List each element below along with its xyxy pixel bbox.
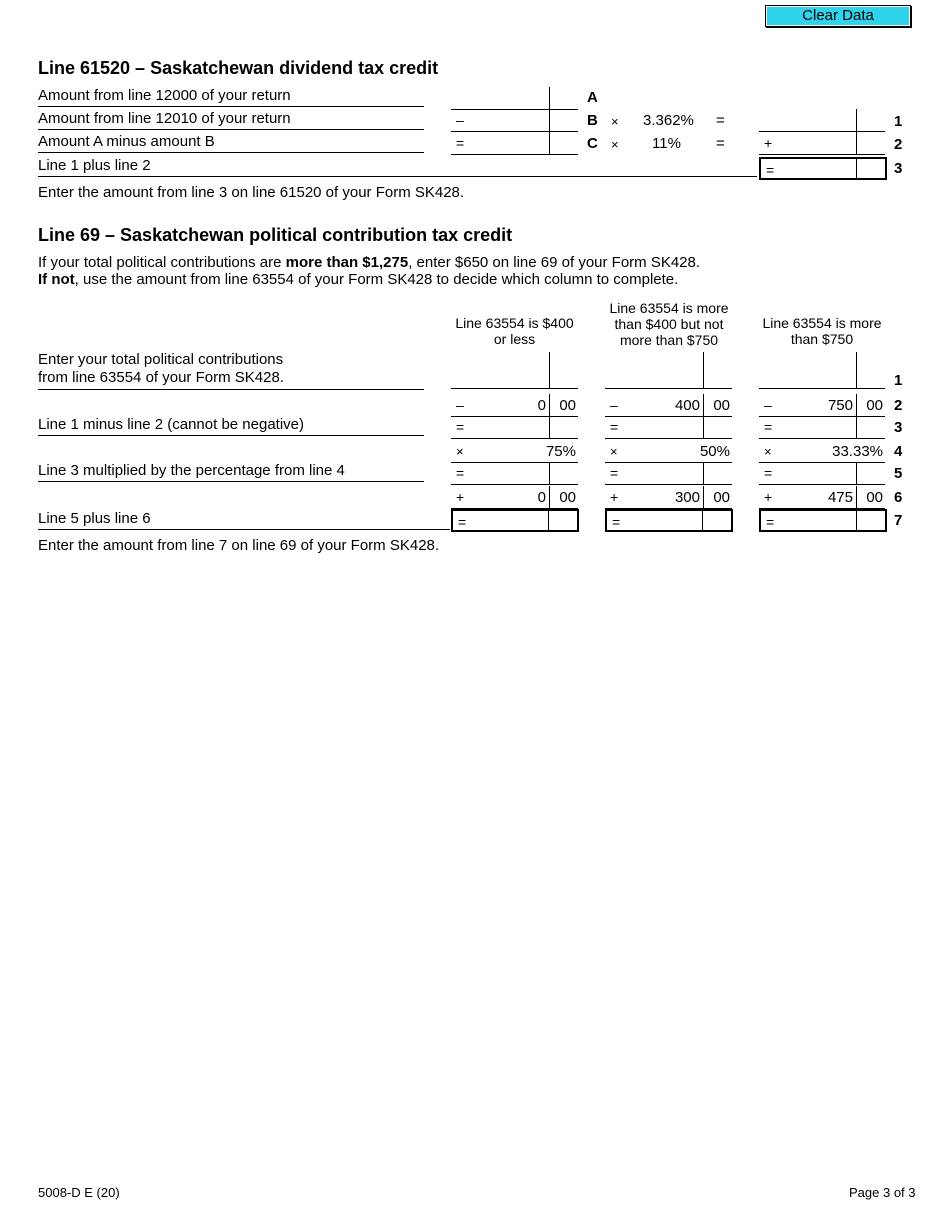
section-title-69: Line 69 – Saskatchewan political contribution tax credit	[38, 225, 513, 245]
row5-underline	[38, 481, 424, 482]
section-title-61520: Line 61520 – Saskatchewan dividend tax credit	[38, 58, 439, 78]
col1-line1-field[interactable]	[451, 352, 578, 389]
col3-line5-field[interactable]: =	[759, 462, 885, 485]
row1-label-a: Enter your total political contributions	[38, 351, 284, 368]
row1-label-b: from line 63554 of your Form SK428.	[38, 369, 284, 386]
equals-sign: =	[456, 135, 465, 151]
form-id: 5008-D E (20)	[38, 1185, 120, 1200]
minus-sign: –	[456, 112, 464, 128]
column-header-3: Line 63554 is more than $750	[762, 315, 882, 347]
line-number-2: 2	[894, 136, 903, 153]
col2-line4-rate: × 50%	[605, 440, 732, 463]
col1-line4-rate: × 75%	[451, 440, 578, 463]
col2-line1-field[interactable]	[605, 352, 732, 389]
col1-line5-field[interactable]: =	[451, 462, 578, 485]
line-number-3: 3	[894, 160, 903, 177]
letter-a: A	[587, 89, 598, 106]
line-number-1: 1	[894, 113, 903, 130]
s2-line-number-7: 7	[894, 512, 903, 529]
row1-underline	[38, 389, 424, 390]
row-b-underline	[38, 129, 424, 130]
row7-underline	[38, 529, 450, 530]
row-c-label: Amount A minus amount B	[38, 133, 215, 150]
row3-underline	[38, 435, 424, 436]
section1-note: Enter the amount from line 3 on line 61520 of your Form SK428.	[38, 184, 465, 201]
rate-b: 3.362%	[643, 112, 694, 129]
col1-line6-value: + 0 00	[451, 486, 578, 509]
col2-line7-field[interactable]: =	[605, 509, 733, 532]
col1-line2-value: – 0 00	[451, 394, 578, 417]
row-a-label: Amount from line 12000 of your return	[38, 87, 291, 104]
letter-c: C	[587, 135, 598, 152]
col3-line7-field[interactable]: =	[759, 509, 887, 532]
line1-field[interactable]	[759, 109, 885, 132]
col3-line4-rate: × 33.33%	[759, 440, 885, 463]
page-number: Page 3 of 3	[849, 1185, 916, 1200]
letter-b: B	[587, 112, 598, 129]
col3-line2-value: – 750 00	[759, 394, 885, 417]
col2-line5-field[interactable]: =	[605, 462, 732, 485]
equals-sign: =	[766, 162, 775, 178]
intro-line-1: If your total political contributions are more than $1,275, enter $650 on line 69 of your Form SK428.	[38, 254, 701, 271]
col1-line3-field[interactable]: =	[451, 416, 578, 439]
col3-line6-value: + 475 00	[759, 486, 885, 509]
col3-line1-field[interactable]	[759, 352, 885, 389]
line3-field[interactable]	[759, 157, 887, 180]
row-3-underline	[38, 176, 757, 177]
s2-line-number-3: 3	[894, 419, 903, 436]
plus-sign: +	[764, 135, 773, 151]
times-sign-c: ×	[611, 137, 619, 152]
amount-a-field[interactable]	[451, 87, 578, 110]
rate-c: 11%	[652, 135, 681, 152]
row5-label: Line 3 multiplied by the percentage from line 4	[38, 462, 345, 479]
row-a-underline	[38, 106, 424, 107]
s2-line-number-6: 6	[894, 489, 903, 506]
line2-field[interactable]	[759, 132, 885, 155]
col2-line3-field[interactable]: =	[605, 416, 732, 439]
equals-sign-c: =	[716, 135, 725, 152]
row7-label: Line 5 plus line 6	[38, 510, 151, 527]
amount-c-field[interactable]	[451, 132, 578, 155]
col2-line6-value: + 300 00	[605, 486, 732, 509]
amount-b-field[interactable]	[451, 109, 578, 132]
s2-line-number-4: 4	[894, 443, 903, 460]
equals-sign-b: =	[716, 112, 725, 129]
row3-label: Line 1 minus line 2 (cannot be negative)	[38, 416, 305, 433]
s2-line-number-5: 5	[894, 465, 903, 482]
col2-line2-value: – 400 00	[605, 394, 732, 417]
column-header-1: Line 63554 is $400 or less	[455, 315, 574, 347]
s2-line-number-1: 1	[894, 372, 903, 389]
row-3-label: Line 1 plus line 2	[38, 157, 151, 174]
row-c-underline	[38, 152, 424, 153]
row-b-label: Amount from line 12010 of your return	[38, 110, 291, 127]
col3-line3-field[interactable]: =	[759, 416, 885, 439]
column-header-2: Line 63554 is more than $400 but not more than $750	[609, 300, 729, 348]
s2-line-number-2: 2	[894, 397, 903, 414]
clear-data-button[interactable]: Clear Data	[765, 5, 911, 27]
col1-line7-field[interactable]: =	[451, 509, 579, 532]
section2-note: Enter the amount from line 7 on line 69 of your Form SK428.	[38, 537, 440, 554]
intro-line-2: If not, use the amount from line 63554 of your Form SK428 to decide which column to complete.	[38, 271, 679, 288]
times-sign-b: ×	[611, 114, 619, 129]
